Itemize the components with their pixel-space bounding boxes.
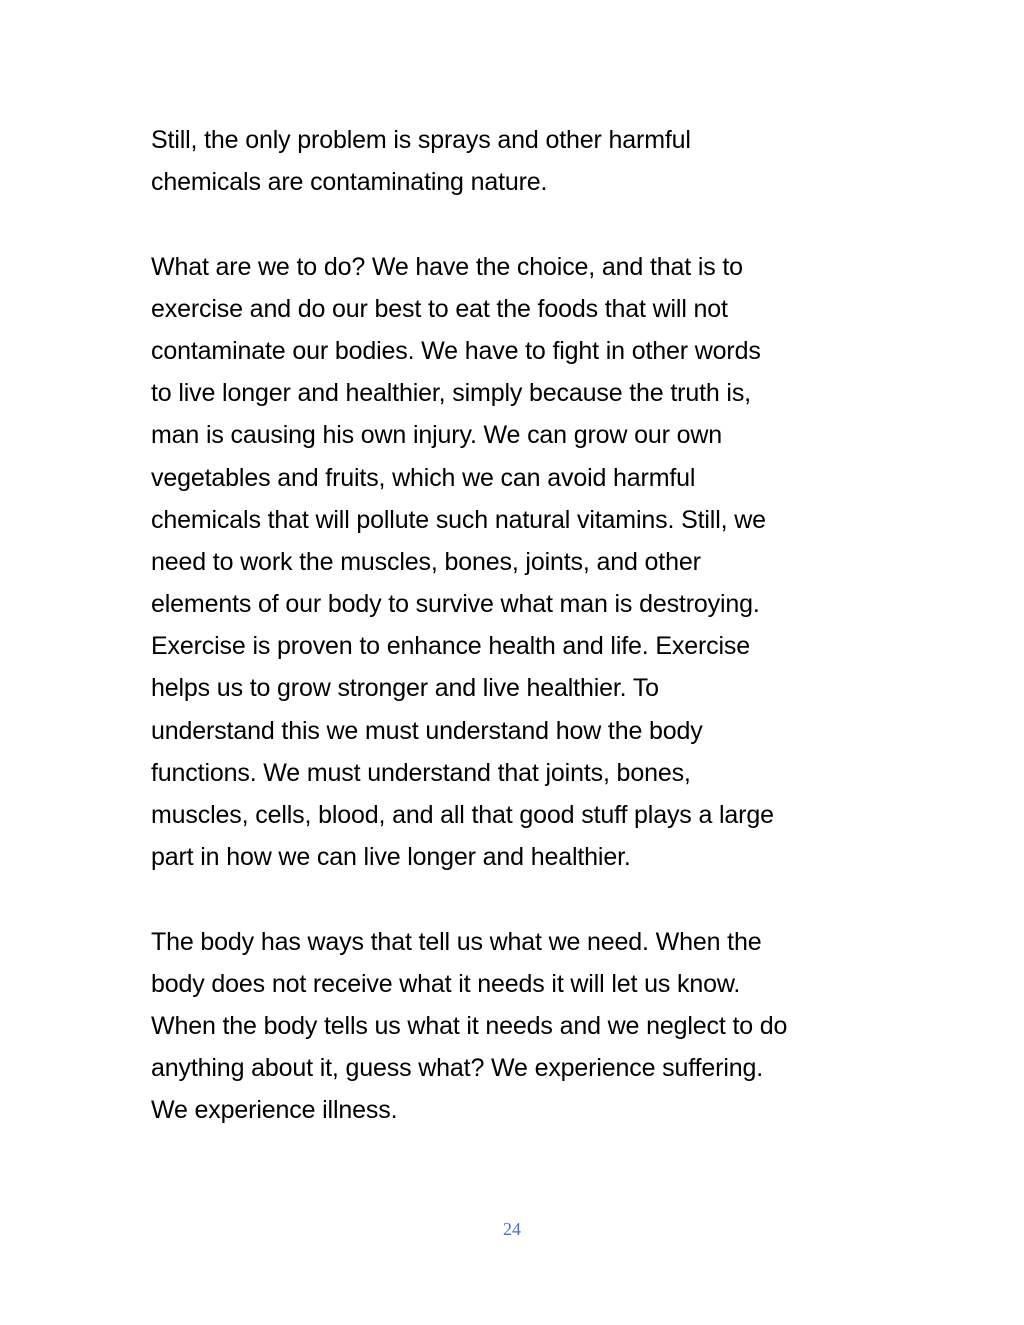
body-text	[151, 119, 876, 1132]
text-line: helps us to grow stronger and live healthier. To	[151, 674, 659, 703]
text-line: chemicals that will pollute such natural vitamins. Still, we	[151, 505, 766, 534]
text-line: body does not receive what it needs it will let us know.	[151, 969, 741, 998]
text-line: The body has ways that tell us what we need. When the	[151, 927, 762, 956]
text-line: muscles, cells, blood, and all that good stuff plays a large	[151, 801, 774, 829]
text-line: anything about it, guess what? We experience suffering.	[151, 1054, 764, 1083]
paragraph-3	[151, 921, 876, 1132]
text-line: We experience illness.	[151, 1096, 398, 1125]
text-line: functions. We must understand that joints, bones,	[151, 758, 691, 787]
text-line: chemicals are contaminating nature.	[151, 168, 548, 197]
text-line: What are we to do? We have the choice, and that is to	[151, 252, 743, 281]
text-line: to live longer and healthier, simply because the truth is,	[151, 379, 751, 408]
text-line: man is causing his own injury. We can grow our own	[151, 421, 723, 450]
text-line: understand this we must understand how the body	[151, 716, 703, 745]
page-number: 24	[503, 1219, 521, 1239]
text-line: Still, the only problem is sprays and other harmful	[151, 126, 691, 154]
text-line: exercise and do our best to eat the foods that will not	[151, 294, 728, 323]
paragraph-spacer	[151, 203, 876, 245]
paragraph-spacer	[151, 878, 876, 920]
text-line: contaminate our bodies. We have to fight in other words	[151, 336, 761, 365]
text-line: elements of our body to survive what man is destroying.	[151, 590, 760, 619]
text-line: need to work the muscles, bones, joints, and other	[151, 547, 701, 576]
text-line: part in how we can live longer and healthier.	[151, 843, 631, 872]
text-line: Exercise is proven to enhance health and life. Exercise	[151, 632, 751, 661]
paragraph-1	[151, 119, 876, 203]
text-line: When the body tells us what it needs and we neglect to do	[151, 1011, 788, 1040]
paragraph-2	[151, 246, 876, 879]
text-line: vegetables and fruits, which we can avoid harmful	[151, 463, 696, 492]
